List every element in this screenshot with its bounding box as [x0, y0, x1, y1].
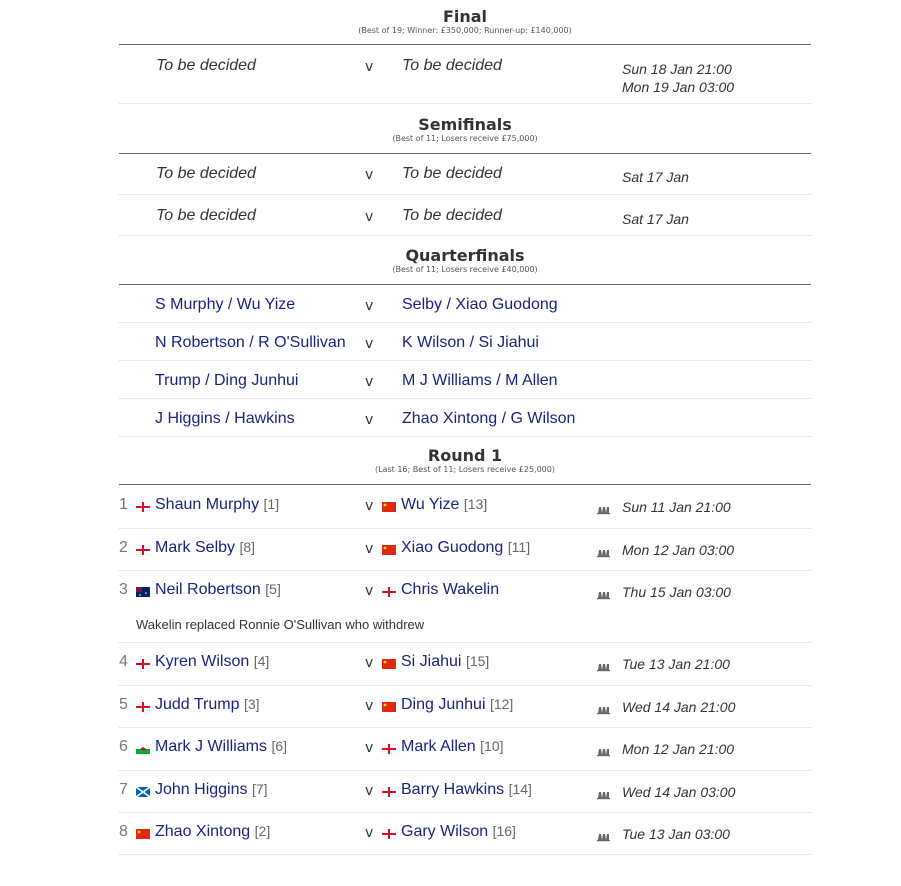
player2-seed: [11] — [507, 539, 531, 555]
quarterfinal-row — [119, 361, 811, 399]
player1-cell — [136, 653, 269, 671]
player2-seed: [14] — [508, 781, 532, 797]
withdrawal-note: Wakelin replaced Ronnie O'Sullivan who withdrew — [136, 617, 425, 632]
player2-cell — [382, 696, 513, 714]
match-number: 6 — [119, 738, 128, 755]
sco-flag-icon — [136, 784, 150, 794]
player1-cell — [136, 823, 270, 841]
match-number: 4 — [119, 653, 128, 670]
versus-label: v — [365, 583, 374, 599]
player2-link[interactable]: Ding Junhui — [401, 696, 486, 713]
player2-link[interactable]: Si Jiahui — [401, 653, 462, 670]
eng-flag-icon — [136, 499, 150, 509]
semifinals-header — [119, 116, 811, 144]
player1-seed: [3] — [243, 696, 260, 712]
chn-flag-icon — [382, 542, 396, 552]
player1-link[interactable]: Kyren Wilson — [155, 653, 250, 670]
player1-cell — [136, 581, 281, 599]
match-number: 8 — [119, 823, 128, 840]
player1-seed: [4] — [253, 653, 270, 669]
tv-broadcast-icon[interactable] — [596, 700, 610, 712]
quarterfinal-row — [119, 323, 811, 361]
player2-link[interactable]: Wu Yize — [401, 496, 460, 513]
semifinal-player2: To be decided — [402, 207, 502, 224]
versus-label: v — [365, 59, 374, 75]
versus-label: v — [365, 167, 374, 183]
player2-seed: [16] — [492, 823, 516, 839]
match-number: 1 — [119, 496, 128, 513]
final-header — [119, 8, 811, 36]
quarterfinal-player1-link[interactable]: Trump / Ding Junhui — [155, 372, 299, 389]
quarterfinal-player2-link[interactable]: K Wilson / Si Jiahui — [402, 334, 539, 351]
player2-cell — [382, 823, 516, 841]
quarterfinals-title: Quarterfinals — [405, 246, 525, 265]
eng-flag-icon — [382, 784, 396, 794]
player2-seed: [13] — [463, 496, 488, 512]
semifinal-player2: To be decided — [402, 165, 502, 182]
match-number: 2 — [119, 539, 128, 556]
player2-cell — [382, 653, 489, 671]
semifinal-player1: To be decided — [156, 207, 256, 224]
player1-link[interactable]: Mark Selby — [155, 539, 236, 556]
player2-cell — [382, 496, 487, 514]
eng-flag-icon — [382, 584, 396, 594]
semifinal-row — [119, 154, 811, 195]
semifinal-date: Sat 17 Jan — [622, 169, 689, 185]
final-title: Final — [442, 7, 488, 26]
player1-link[interactable]: Neil Robertson — [155, 581, 261, 598]
versus-label: v — [365, 412, 374, 428]
player2-link[interactable]: Barry Hawkins — [401, 781, 505, 798]
player1-link[interactable]: Shaun Murphy — [155, 496, 260, 513]
round1-rule — [119, 484, 811, 485]
versus-label: v — [365, 336, 374, 352]
versus-label: v — [365, 209, 374, 225]
round1-match-row — [119, 771, 811, 813]
final-player2: To be decided — [402, 57, 502, 74]
round1-match-row — [119, 728, 811, 771]
final-match-row — [119, 45, 811, 104]
tv-broadcast-icon[interactable] — [596, 543, 610, 555]
semifinals-subtitle: (Best of 11; Losers receive £75,000) — [392, 134, 538, 143]
player1-cell — [136, 696, 260, 714]
semifinal-date: Sat 17 Jan — [622, 211, 689, 227]
player1-cell — [136, 496, 279, 514]
quarterfinal-player2-link[interactable]: Zhao Xintong / G Wilson — [402, 410, 576, 427]
tv-broadcast-icon[interactable] — [596, 585, 610, 597]
eng-flag-icon — [136, 656, 150, 666]
player1-seed: [8] — [239, 539, 256, 555]
round1-match-row — [119, 643, 811, 686]
chn-flag-icon — [382, 499, 396, 509]
player2-cell — [382, 738, 504, 756]
match-number: 5 — [119, 696, 128, 713]
tv-broadcast-icon[interactable] — [596, 657, 610, 669]
match-date: Sun 11 Jan 21:00 — [622, 499, 731, 515]
player2-link[interactable]: Chris Wakelin — [401, 581, 500, 598]
semifinals-title: Semifinals — [418, 115, 512, 134]
player2-seed: [10] — [480, 738, 504, 754]
final-session1-date: Sun 18 Jan 21:00 — [622, 61, 732, 77]
tv-broadcast-icon[interactable] — [596, 827, 610, 839]
player1-cell — [136, 539, 255, 557]
player1-seed: [2] — [254, 823, 271, 839]
tv-broadcast-icon[interactable] — [596, 785, 610, 797]
round1-match-row — [119, 571, 811, 643]
player2-seed: [12] — [489, 696, 514, 712]
chn-flag-icon — [136, 826, 150, 836]
round1-match-row — [119, 813, 811, 855]
eng-flag-icon — [136, 699, 150, 709]
player2-cell — [382, 781, 532, 799]
versus-label: v — [365, 825, 374, 841]
quarterfinal-player1-link[interactable]: S Murphy / Wu Yize — [155, 296, 296, 313]
quarterfinal-row — [119, 399, 811, 437]
versus-label: v — [365, 783, 374, 799]
versus-label: v — [365, 498, 374, 514]
round1-match-row — [119, 529, 811, 571]
quarterfinal-player2-link[interactable]: M J Williams / M Allen — [402, 372, 558, 389]
match-date: Thu 15 Jan 03:00 — [622, 584, 731, 600]
quarterfinal-player1-link[interactable]: N Robertson / R O'Sullivan — [155, 334, 346, 351]
player1-seed: [1] — [263, 496, 280, 512]
quarterfinal-player1-link[interactable]: J Higgins / Hawkins — [155, 410, 295, 427]
player1-seed: [7] — [251, 781, 268, 797]
player1-cell — [136, 738, 287, 756]
round1-match-row — [119, 486, 811, 529]
match-date: Mon 12 Jan 03:00 — [622, 542, 735, 558]
match-date: Mon 12 Jan 21:00 — [622, 741, 735, 757]
versus-label: v — [365, 655, 374, 671]
wal-flag-icon — [136, 741, 150, 751]
player2-link[interactable]: Xiao Guodong — [401, 539, 504, 556]
quarterfinals-subtitle: (Best of 11; Losers receive £40,000) — [392, 265, 538, 274]
tv-broadcast-icon[interactable] — [596, 742, 610, 754]
player2-cell — [382, 539, 530, 557]
aus-flag-icon — [136, 584, 150, 594]
quarterfinal-row — [119, 285, 811, 323]
round1-header — [119, 447, 811, 475]
player2-link[interactable]: Gary Wilson — [401, 823, 489, 840]
player1-link[interactable]: Mark J Williams — [155, 738, 267, 755]
player1-cell — [136, 781, 268, 799]
player2-link[interactable]: Mark Allen — [401, 738, 476, 755]
player1-seed: [6] — [271, 738, 288, 754]
player1-link[interactable]: John Higgins — [155, 781, 248, 798]
versus-label: v — [365, 541, 374, 557]
chn-flag-icon — [382, 699, 396, 709]
eng-flag-icon — [382, 826, 396, 836]
eng-flag-icon — [136, 542, 150, 552]
quarterfinals-header — [119, 247, 811, 275]
chn-flag-icon — [382, 656, 396, 666]
player1-link[interactable]: Judd Trump — [155, 696, 240, 713]
final-subtitle: (Best of 19; Winner: £350,000; Runner-up: £140,000) — [358, 26, 572, 35]
round1-subtitle: (Last 16; Best of 11; Losers receive £25,000) — [375, 465, 555, 474]
round1-title: Round 1 — [427, 446, 503, 465]
eng-flag-icon — [382, 741, 396, 751]
match-date: Wed 14 Jan 21:00 — [622, 699, 736, 715]
match-date: Tue 13 Jan 03:00 — [622, 826, 730, 842]
tv-broadcast-icon[interactable] — [596, 500, 610, 512]
player1-seed: [5] — [265, 581, 281, 597]
versus-label: v — [365, 298, 374, 314]
match-date: Tue 13 Jan 21:00 — [622, 656, 730, 672]
final-session2-date: Mon 19 Jan 03:00 — [622, 79, 735, 95]
versus-label: v — [365, 698, 374, 714]
player2-cell — [382, 581, 499, 599]
quarterfinal-player2-link[interactable]: Selby / Xiao Guodong — [402, 296, 558, 313]
versus-label: v — [365, 740, 374, 756]
player2-seed: [15] — [465, 653, 490, 669]
round1-match-row — [119, 686, 811, 728]
versus-label: v — [365, 374, 374, 390]
match-number: 7 — [119, 781, 128, 798]
match-date: Wed 14 Jan 03:00 — [622, 784, 736, 800]
player1-link[interactable]: Zhao Xintong — [155, 823, 251, 840]
semifinal-player1: To be decided — [156, 165, 256, 182]
final-player1: To be decided — [156, 57, 256, 74]
semifinal-row — [119, 195, 811, 236]
match-number: 3 — [119, 581, 128, 598]
